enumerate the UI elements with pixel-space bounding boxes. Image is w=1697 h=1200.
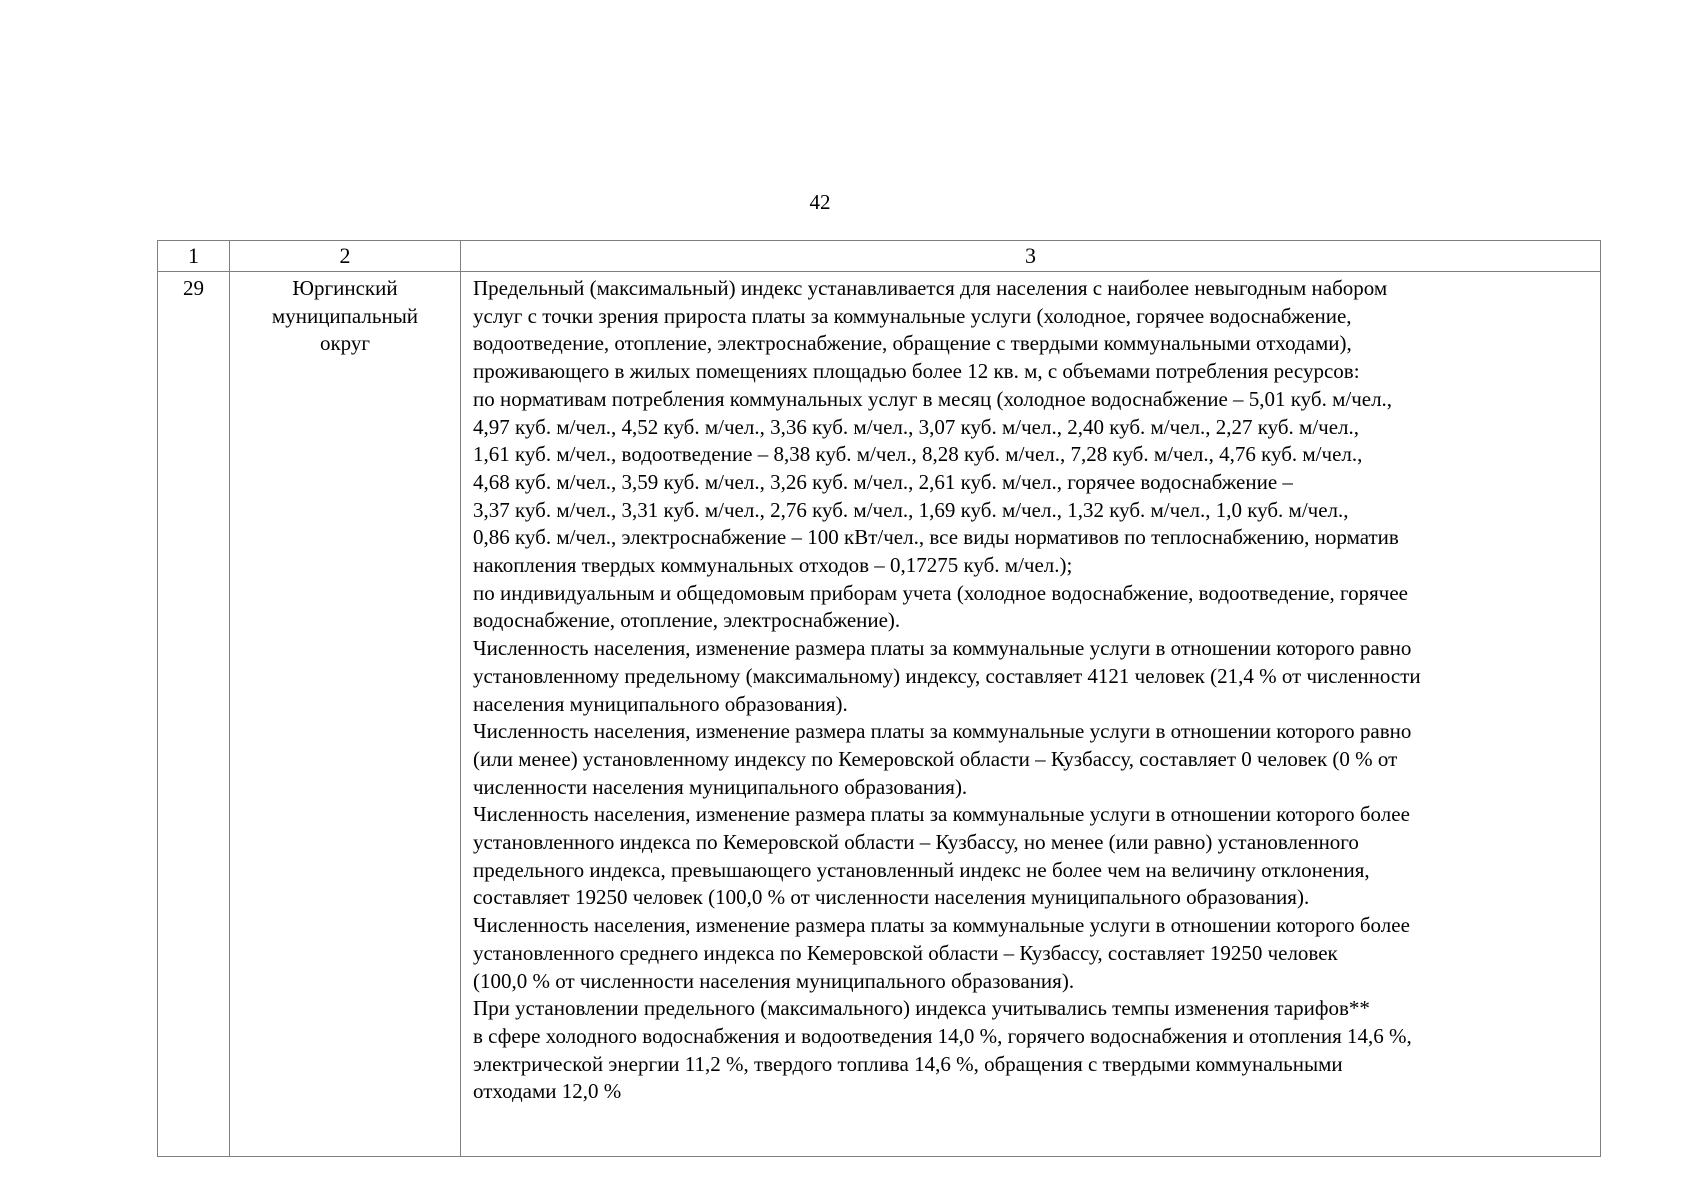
page-number: 42 (809, 190, 831, 214)
text-line: услуг с точки зрения прироста платы за коммунальные услуги (холодное, горячее водоснабжение, (473, 303, 1352, 328)
text-line: 0,86 куб. м/чел., электроснабжение – 100 кВт/чел., все виды нормативов по теплоснабжению, норматив (473, 525, 1399, 550)
text-line: предельного индекса, превышающего установленный индекс не более чем на величину отклонения, (473, 857, 1370, 882)
text-line: установленного индекса по Кемеровской области – Кузбассу, но менее (или равно) установленного (473, 830, 1359, 855)
region-name-line: муниципальный (271, 303, 419, 328)
column-header-2: 2 (230, 241, 461, 272)
table-row (158, 272, 1601, 1157)
text-line: численности населения муниципального образования). (473, 774, 968, 799)
text-line: по индивидуальным и общедомовым приборам учета (холодное водоснабжение, водоотведение, горячее (473, 580, 1408, 605)
text-line: проживающего в жилых помещениях площадью более 12 кв. м, с объемами потребления ресурсов: (473, 359, 1360, 384)
description-cell (461, 272, 1601, 1157)
text-line: 4,97 куб. м/чел., 4,52 куб. м/чел., 3,36 куб. м/чел., 3,07 куб. м/чел., 2,40 куб. м/чел., 2,27 куб. м/чел., (473, 414, 1360, 439)
text-line: 3,37 куб. м/чел., 3,31 куб. м/чел., 2,76 куб. м/чел., 1,69 куб. м/чел., 1,32 куб. м/чел., 1,0 куб. м/чел., (473, 497, 1349, 522)
text-line: установленному предельному (максимальному) индексу, составляет 4121 человек (21,4 % от численности (473, 663, 1421, 688)
text-line: водоотведение, отопление, электроснабжение, обращение с твердыми коммунальными отходами), (473, 331, 1352, 356)
text-line: Численность населения, изменение размера платы за коммунальные услуги в отношении которого равно (473, 719, 1412, 744)
region-cell (230, 272, 461, 1157)
text-line: населения муниципального образования). (473, 691, 848, 716)
text-line: отходами 12,0 % (473, 1079, 622, 1104)
row-number-cell (158, 272, 230, 1157)
column-header-3: 3 (461, 241, 1601, 272)
text-line: электрической энергии 11,2 %, твердого топлива 14,6 %, обращения с твердыми коммунальными (473, 1051, 1343, 1076)
text-line: При установлении предельного (максимального) индекса учитывались темпы изменения тарифов** (473, 996, 1370, 1021)
text-line: установленного среднего индекса по Кемеровской области – Кузбассу, составляет 19250 человек (473, 940, 1338, 965)
text-line: 4,68 куб. м/чел., 3,59 куб. м/чел., 3,26 куб. м/чел., 2,61 куб. м/чел., горячее водоснабжение – (473, 469, 1293, 494)
table-header-row (158, 241, 1601, 272)
text-line: 1,61 куб. м/чел., водоотведение – 8,38 куб. м/чел., 8,28 куб. м/чел., 7,28 куб. м/чел., 4,76 куб. м/чел., (473, 442, 1363, 467)
text-line: в сфере холодного водоснабжения и водоотведения 14,0 %, горячего водоснабжения и отопления 14,6 %, (473, 1023, 1412, 1048)
index-table (157, 240, 1601, 1157)
text-line: накопления твердых коммунальных отходов – 0,17275 куб. м/чел.); (473, 553, 1073, 578)
text-line: по нормативам потребления коммунальных услуг в месяц (холодное водоснабжение – 5,01 куб. м/чел., (473, 386, 1393, 411)
text-line: (100,0 % от численности населения муниципального образования). (473, 968, 1075, 993)
column-header-1: 1 (158, 241, 230, 272)
text-line: Численность населения, изменение размера платы за коммунальные услуги в отношении которого более (473, 913, 1410, 938)
text-line: водоснабжение, отопление, электроснабжение). (473, 608, 901, 633)
text-line: составляет 19250 человек (100,0 % от численности населения муниципального образования). (473, 885, 1310, 910)
region-name-line: округ (319, 331, 371, 356)
region-name-line: Юргинский (292, 276, 398, 300)
row-number: 29 (183, 276, 204, 300)
text-line: Численность населения, изменение размера платы за коммунальные услуги в отношении которого равно (473, 636, 1412, 661)
text-line: Предельный (максимальный) индекс устанавливается для населения с наиболее невыгодным набором (473, 276, 1388, 300)
text-line: (или менее) установленному индексу по Кемеровской области – Кузбассу, составляет 0 человек (0 % от (473, 746, 1398, 771)
text-line: Численность населения, изменение размера платы за коммунальные услуги в отношении которого более (473, 802, 1410, 827)
